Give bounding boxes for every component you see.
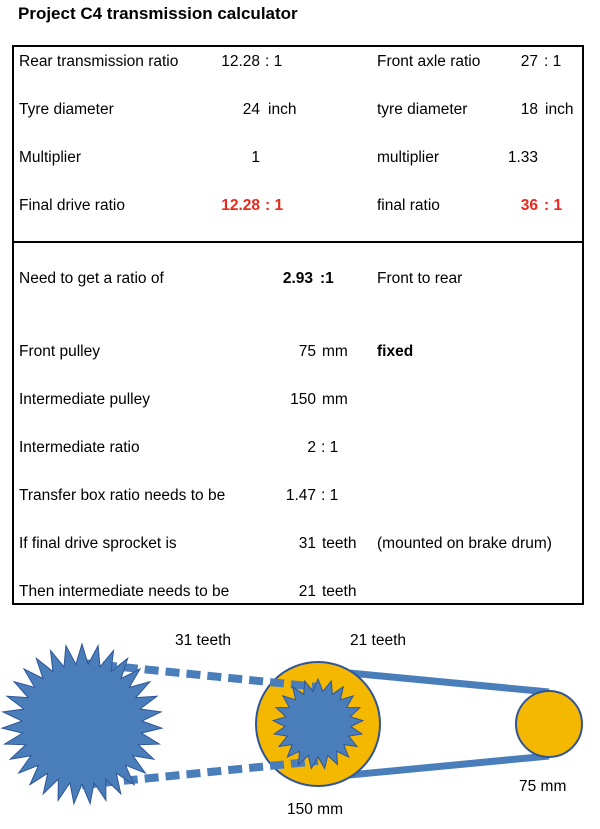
rear-final-value: 12.28 — [221, 197, 260, 214]
intermediate-ratio-unit: : 1 — [321, 439, 339, 456]
intermediate-pulley-diagram-label: 150 mm — [287, 801, 343, 818]
large-sprocket-shape — [2, 644, 162, 804]
sprocket-note: (mounted on brake drum) — [377, 535, 552, 552]
intermediate-pulley-label: Intermediate pulley — [19, 391, 150, 408]
rear-transmission-unit: : 1 — [265, 53, 283, 70]
sprocket-unit: teeth — [322, 535, 357, 552]
intermediate-teeth-value: 21 — [298, 583, 316, 600]
transfer-box-unit: : 1 — [321, 487, 339, 504]
front-axle-label: Front axle ratio — [377, 53, 481, 70]
sprocket-label: If final drive sprocket is — [19, 535, 177, 552]
rear-tyre-unit: inch — [268, 101, 297, 118]
front-pulley-value: 75 — [298, 343, 316, 360]
front-pulley-label: Front pulley — [19, 343, 100, 360]
rear-multiplier-value: 1 — [251, 149, 260, 166]
front-tyre-value: 18 — [520, 101, 538, 118]
small-sprocket-label: 21 teeth — [350, 632, 407, 649]
front-multiplier-value: 1.33 — [507, 149, 538, 166]
intermediate-pulley-unit: mm — [322, 391, 348, 408]
transfer-box-value: 1.47 — [285, 487, 316, 504]
front-multiplier-label: multiplier — [377, 149, 440, 166]
large-sprocket-label: 31 teeth — [175, 632, 232, 649]
transfer-box-label: Transfer box ratio needs to be — [19, 487, 226, 504]
intermediate-ratio-label: Intermediate ratio — [19, 439, 140, 456]
front-pulley-note: fixed — [377, 343, 414, 360]
front-tyre-unit: inch — [545, 101, 574, 118]
rear-transmission-value: 12.28 — [221, 53, 260, 70]
front-final-value: 36 — [520, 197, 538, 214]
rear-tyre-label: Tyre diameter — [19, 101, 114, 118]
front-axle-value: 27 — [520, 53, 538, 70]
front-tyre-label: tyre diameter — [377, 101, 468, 118]
need-ratio-note: Front to rear — [377, 270, 463, 287]
front-final-label: final ratio — [377, 197, 440, 214]
sprocket-value: 31 — [298, 535, 316, 552]
need-ratio-unit: :1 — [320, 270, 334, 287]
page-title: Project C4 transmission calculator — [18, 4, 298, 23]
intermediate-ratio-value: 2 — [307, 439, 316, 456]
front-pulley-unit: mm — [322, 343, 348, 360]
intermediate-teeth-label: Then intermediate needs to be — [19, 583, 230, 600]
rear-multiplier-label: Multiplier — [19, 149, 82, 166]
front-final-unit: : 1 — [544, 197, 563, 214]
front-pulley-shape — [516, 691, 582, 757]
intermediate-teeth-unit: teeth — [322, 583, 357, 600]
rear-tyre-value: 24 — [242, 101, 260, 118]
front-pulley-diagram-label: 75 mm — [519, 778, 567, 795]
rear-transmission-label: Rear transmission ratio — [19, 53, 179, 70]
front-axle-unit: : 1 — [544, 53, 562, 70]
rear-final-unit: : 1 — [265, 197, 284, 214]
rear-final-label: Final drive ratio — [19, 197, 125, 214]
need-ratio-value: 2.93 — [282, 270, 313, 287]
intermediate-pulley-value: 150 — [290, 391, 316, 408]
need-ratio-label: Need to get a ratio of — [19, 270, 164, 287]
